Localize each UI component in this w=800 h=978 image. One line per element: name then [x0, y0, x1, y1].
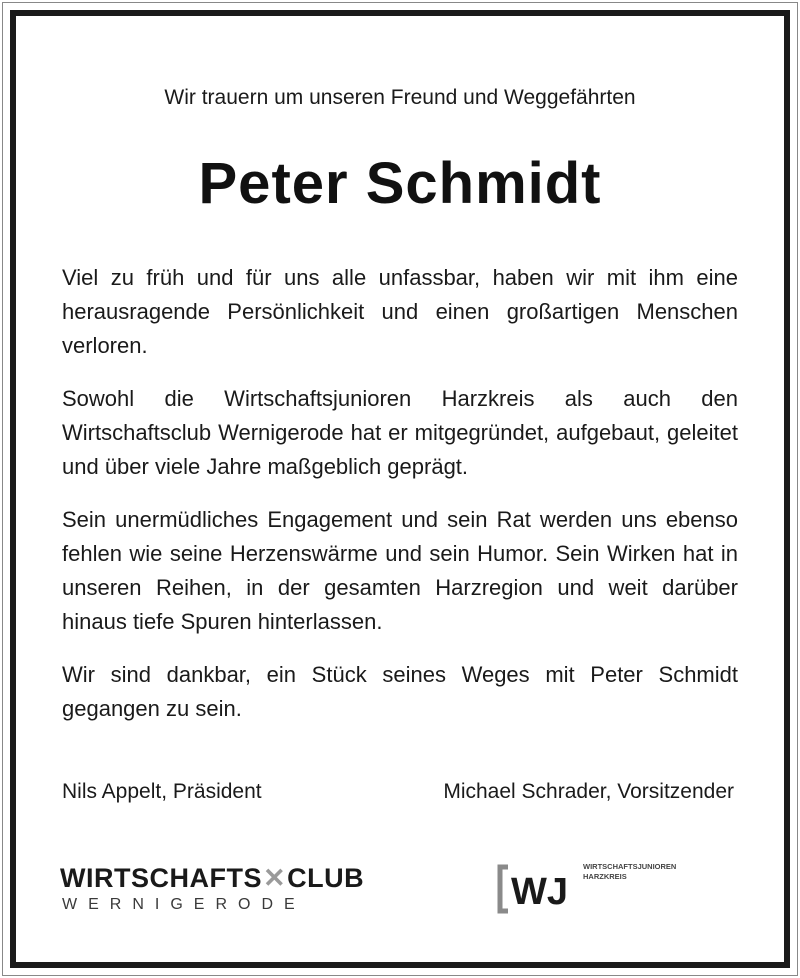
signature-president: Nils Appelt, Präsident [62, 780, 262, 803]
paragraph-1: Viel zu früh und für uns alle unfassbar, haben wir mit ihm eine herausragende Persönlichkeit und einen großartigen Menschen verloren. [62, 265, 738, 358]
signature-chairman: Michael Schrader, Vorsitzender [443, 780, 734, 803]
paragraph-3: Sein unermüdliches Engagement und sein Rat werden uns ebenso fehlen wie seine Herzenswärme und sein Humor. Sein Wirken hat in unseren Reihen, in der gesamten Harzregion und weit darüber hinaus tiefe Spuren hinterlassen. [62, 507, 738, 634]
wordmark-word-2: CLUB [287, 863, 365, 893]
wirtschaftsclub-logo [60, 863, 365, 915]
deceased-name: Peter Schmidt [198, 151, 602, 216]
wordmark-word-1: WIRTSCHAFTS [60, 863, 262, 893]
wirtschaftsclub-subtitle: WERNIGERODE [62, 896, 306, 913]
wj-label-line-2: HARZKREIS [583, 872, 627, 881]
intro-line: Wir trauern um unseren Freund und Weggefährten [164, 86, 636, 109]
paragraph-2: Sowohl die Wirtschaftsjunioren Harzkreis als auch den Wirtschaftsclub Wernigerode hat er mitgegründet, aufgebaut, geleitet und über viele Jahre maßgeblich geprägt. [62, 386, 738, 479]
wirtschaftsclub-wordmark [60, 863, 365, 893]
cross-icon: ✕ [262, 863, 287, 893]
wj-label-line-1: WIRTSCHAFTSJUNIOREN [583, 862, 677, 871]
wj-mark-icon [497, 857, 577, 917]
paragraph-4: Wir sind dankbar, ein Stück seines Weges mit Peter Schmidt gegangen zu sein. [62, 662, 738, 721]
wirtschaftsjunioren-label [583, 862, 676, 882]
wj-mark-letters: WJ [511, 871, 568, 913]
